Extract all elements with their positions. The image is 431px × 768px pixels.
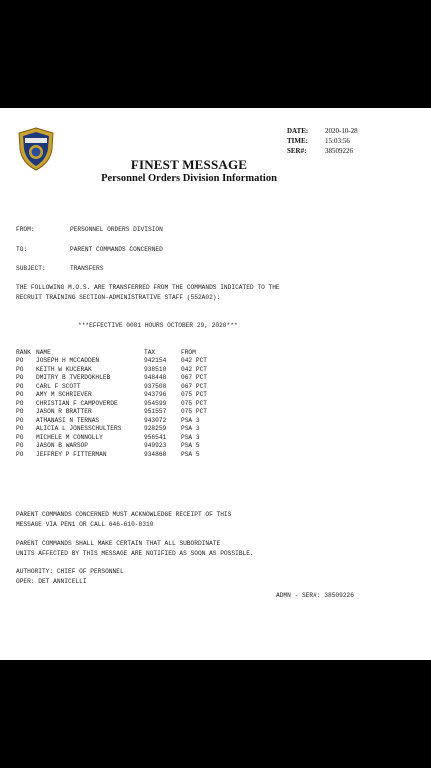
cell-name: AMY M SCHRIEVER	[36, 391, 92, 399]
cell-from: 075 PCT	[181, 408, 207, 416]
to-label: TO:	[16, 246, 28, 253]
header-name: NAME	[36, 348, 51, 356]
cell-from: PSA 5	[181, 450, 200, 458]
date-value: 2020-10-28	[325, 127, 358, 135]
cell-tax: 949923	[144, 442, 167, 450]
cell-from: 042 PCT	[181, 365, 207, 373]
cell-rank: PO	[16, 399, 24, 407]
to-value: PARENT COMMANDS CONCERNED	[70, 246, 163, 253]
message-page	[0, 108, 431, 660]
table-row	[16, 382, 221, 391]
cell-rank: PO	[16, 365, 24, 373]
acknowledge-line-2: MESSAGE VIA PEN1 OR CALL 646-610-8310	[16, 521, 154, 528]
time-label: TIME:	[287, 137, 308, 145]
table-row	[16, 416, 221, 425]
cell-from: 075 PCT	[181, 391, 207, 399]
ser-label: SER#:	[287, 147, 307, 155]
cell-tax: 938510	[144, 365, 167, 373]
cell-tax: 928259	[144, 425, 167, 433]
cell-rank: PO	[16, 442, 24, 450]
cell-name: DMITRY B TVERDOKHLEB	[36, 374, 111, 382]
cell-rank: PO	[16, 357, 24, 365]
intro-line-2: RECRUIT TRAINING SECTION-ADMINISTRATIVE STAFF (552A02):	[16, 294, 221, 301]
cell-from: 075 PCT	[181, 399, 207, 407]
subject-value: TRANSFERS	[70, 265, 104, 272]
table-row	[16, 399, 221, 408]
cell-tax: 954599	[144, 399, 167, 407]
page-title: FINEST MESSAGE	[130, 157, 248, 172]
table-row	[16, 374, 221, 383]
operator-line: OPER: DET ANNICELLI	[16, 578, 87, 585]
cell-tax: 934868	[144, 450, 167, 458]
table-row	[16, 357, 221, 366]
cell-tax: 942154	[144, 357, 167, 365]
cell-from: PSA 3	[181, 433, 200, 441]
cell-tax: 951557	[144, 408, 167, 416]
cell-tax: 956541	[144, 433, 167, 441]
cell-rank: PO	[16, 416, 24, 424]
table-row	[16, 450, 221, 459]
cell-rank: PO	[16, 374, 24, 382]
table-row	[16, 391, 221, 400]
cell-name: ALICIA L JONESSCHULTERS	[36, 425, 122, 433]
header-from: FROM	[181, 348, 196, 356]
admn-serial: ADMN - SER#: 38509226	[276, 592, 354, 599]
cell-tax: 943796	[144, 391, 167, 399]
table-row	[16, 442, 221, 451]
notify-line-1: PARENT COMMANDS SHALL MAKE CERTAIN THAT ALL SUBORDINATE	[16, 540, 221, 547]
cell-from: PSA 5	[181, 442, 200, 450]
cell-name: JASON R BRATTER	[36, 408, 92, 416]
cell-rank: PO	[16, 450, 24, 458]
cell-name: JASON B WARSOP	[36, 442, 88, 450]
notify-line-2: UNITS AFFECTED BY THIS MESSAGE ARE NOTIFIED AS SOON AS POSSIBLE.	[16, 550, 254, 557]
header-rank: RANK	[16, 348, 31, 356]
cell-name: JOSEPH H MCCADDEN	[36, 357, 100, 365]
date-label: DATE:	[287, 127, 309, 135]
page-subtitle: Personnel Orders Division Information	[101, 173, 277, 184]
cell-name: CARL F SCOTT	[36, 382, 81, 390]
cell-from: PSA 3	[181, 425, 200, 433]
table-row	[16, 433, 221, 442]
from-label: FROM:	[16, 226, 35, 233]
acknowledge-line-1: PARENT COMMANDS CONCERNED MUST ACKNOWLEDGE RECEIPT OF THIS	[16, 511, 232, 518]
cell-rank: PO	[16, 425, 24, 433]
cell-from: 042 PCT	[181, 357, 207, 365]
cell-rank: PO	[16, 382, 24, 390]
table-row	[16, 365, 221, 374]
table-row	[16, 408, 221, 417]
time-value: 15:03:56	[325, 137, 350, 145]
table-header-row	[16, 348, 221, 357]
cell-name: JEFFREY P FITTERMAN	[36, 450, 107, 458]
subject-label: SUBJECT:	[16, 265, 46, 272]
cell-name: CHRISTIAN F CAMPOVERDE	[36, 399, 118, 407]
cell-from: 067 PCT	[181, 374, 207, 382]
intro-line-1: THE FOLLOWING M.O.S. ARE TRANSFERRED FROM THE COMMANDS INDICATED TO THE	[16, 284, 280, 291]
cell-rank: PO	[16, 391, 24, 399]
header-tax: TAX	[144, 348, 156, 356]
cell-name: ATHANASI N TERNAS	[36, 416, 100, 424]
authority-line: AUTHORITY: CHIEF OF PERSONNEL	[16, 568, 124, 575]
cell-from: 067 PCT	[181, 382, 207, 390]
transfer-roster-table	[16, 348, 221, 459]
cell-name: MICHELE M CONNOLLY	[36, 433, 103, 441]
message-meta	[287, 126, 358, 156]
from-value: PERSONNEL ORDERS DIVISION	[70, 226, 163, 233]
ser-value: 38509226	[325, 147, 353, 155]
cell-tax: 937508	[144, 382, 167, 390]
cell-rank: PO	[16, 433, 24, 441]
cell-name: KEITH W KUCERAK	[36, 365, 92, 373]
cell-tax: 948448	[144, 374, 167, 382]
effective-notice: ***EFFECTIVE 0001 HOURS OCTOBER 29, 2020***	[78, 322, 238, 329]
cell-from: PSA 3	[181, 416, 200, 424]
cell-tax: 943072	[144, 416, 167, 424]
cell-rank: PO	[16, 408, 24, 416]
table-row	[16, 425, 221, 434]
